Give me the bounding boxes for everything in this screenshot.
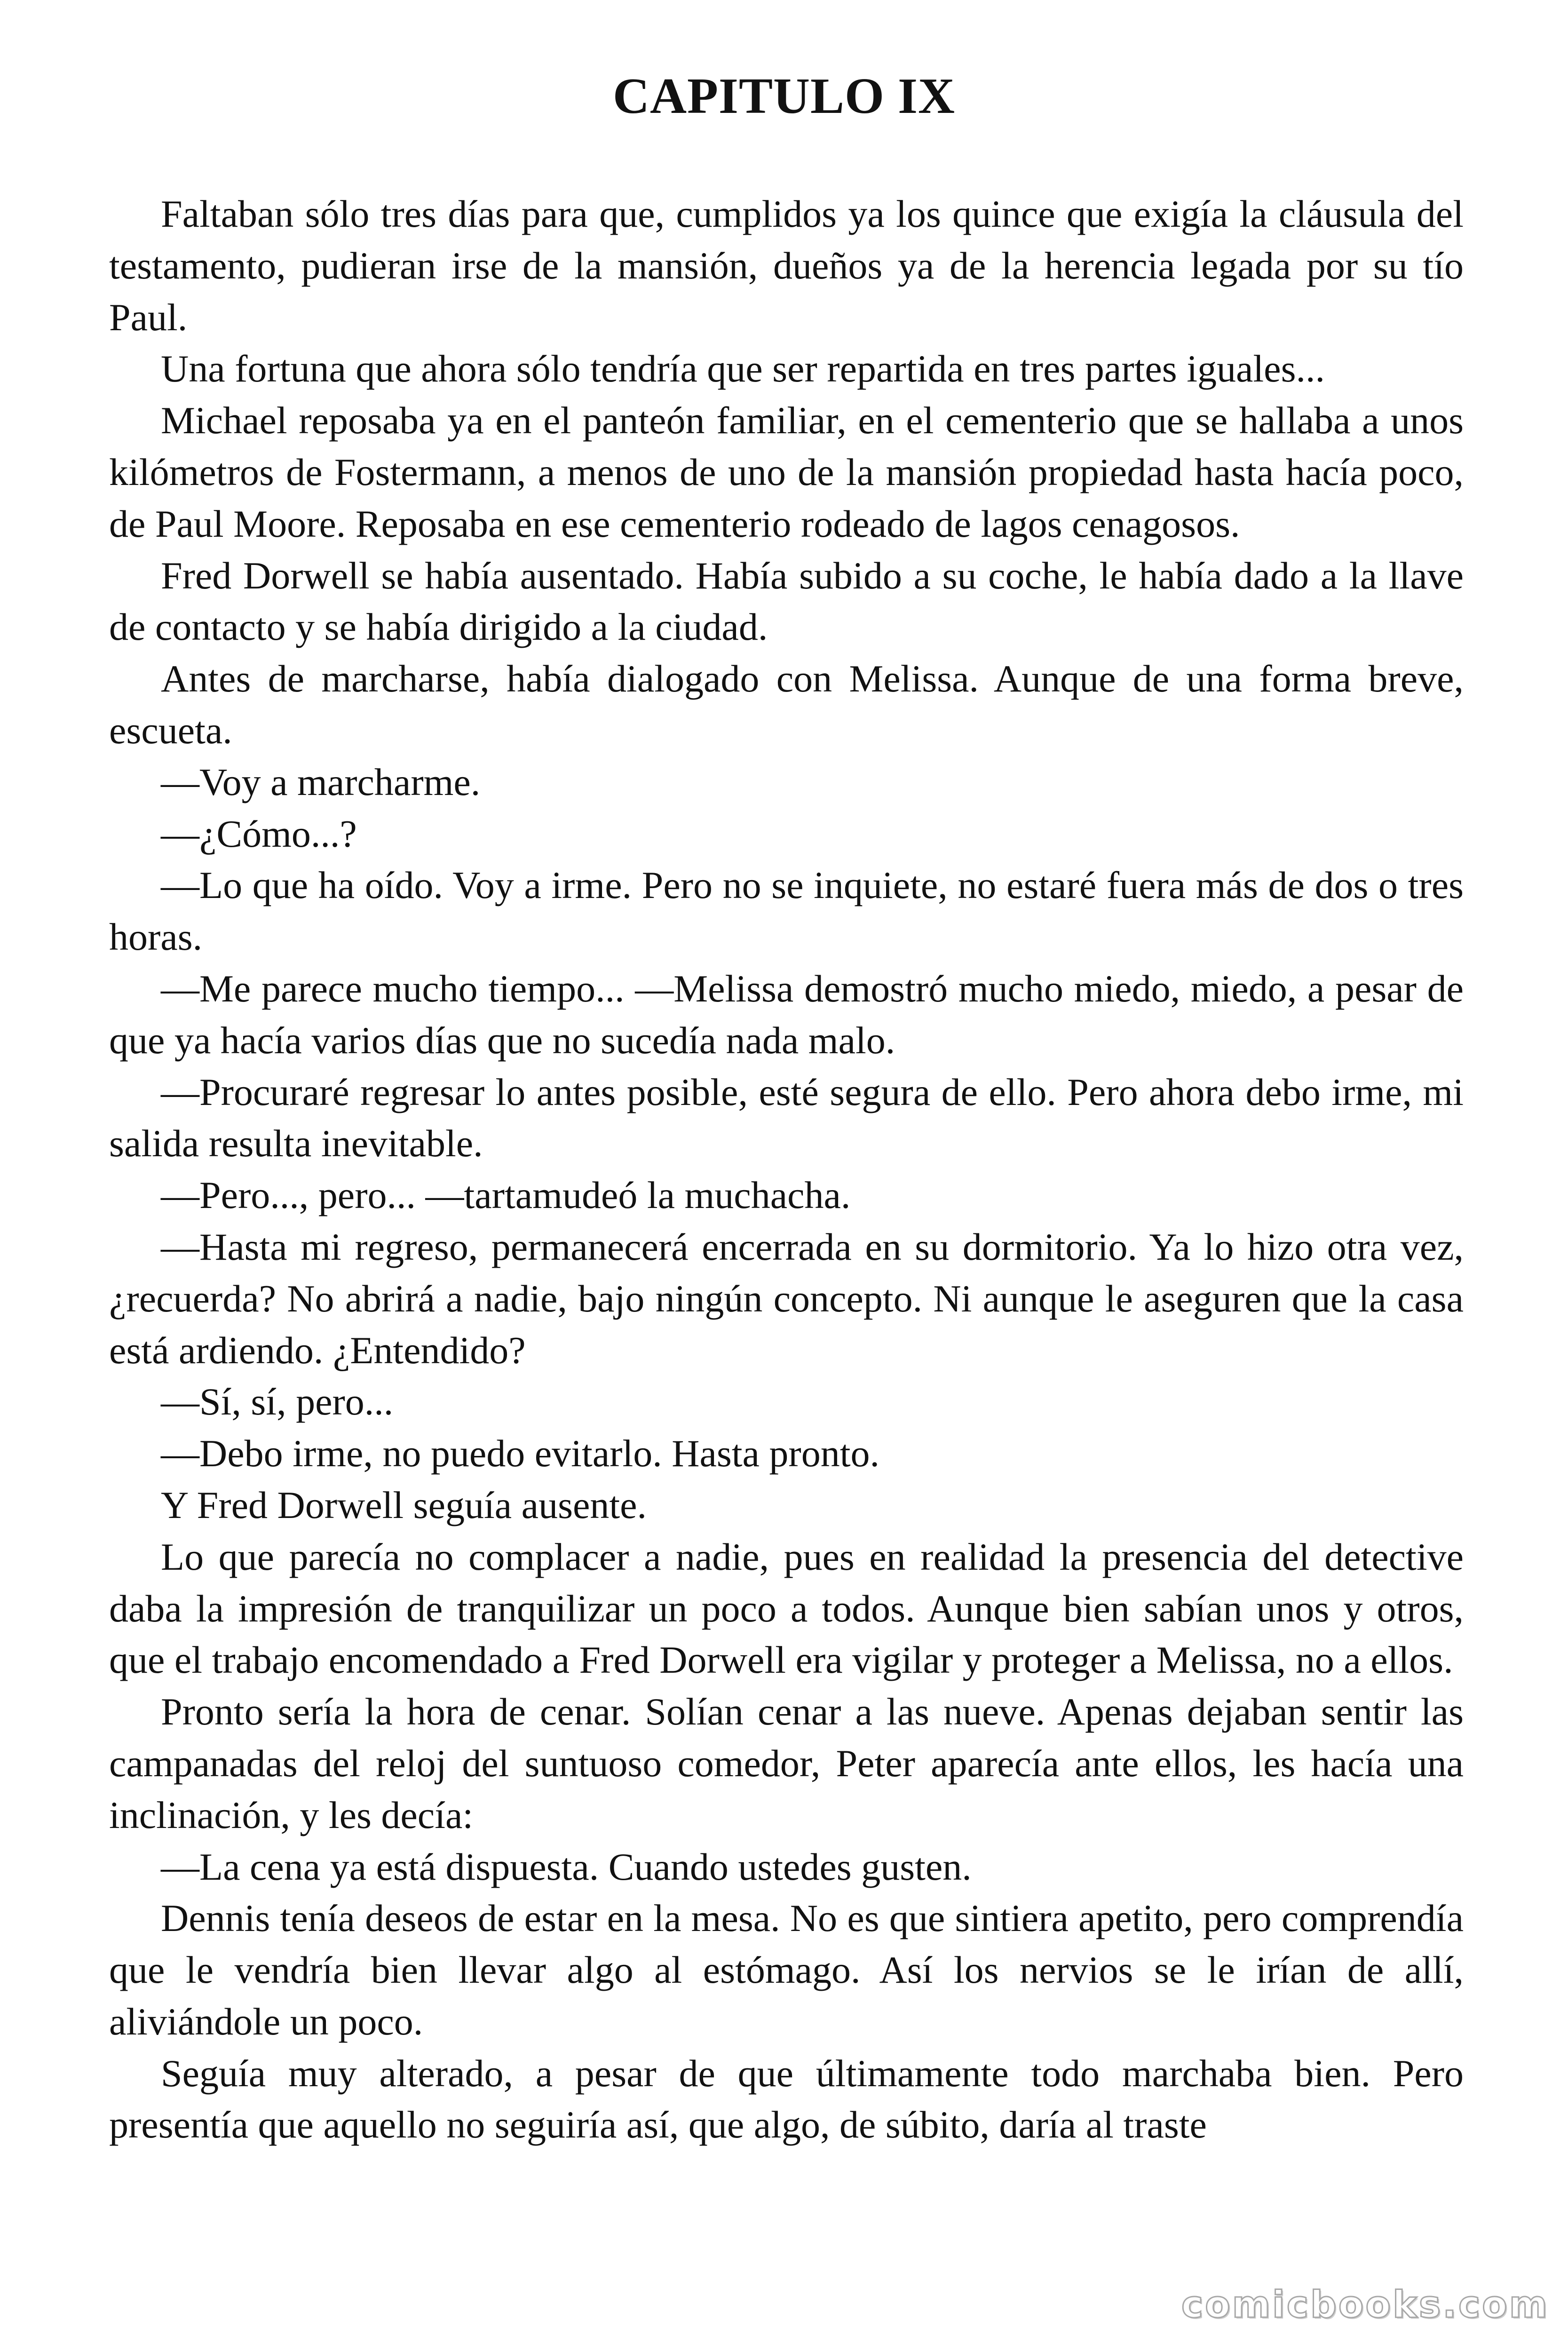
chapter-title: CAPITULO IX — [612, 68, 956, 124]
dialogue-line: —Sí, sí, pero... — [161, 1380, 394, 1423]
dialogue-line: —Pero..., pero... —tartamudeó la muchacha. — [161, 1174, 851, 1217]
dialogue-line: —Hasta mi regreso, permanecerá encerrada en su dormitorio. Ya lo hizo otra vez, ¿recuerda? No abrirá a nadie, bajo ningún concepto. Ni aunque le aseguren que la casa está ardiendo. ¿Entendido? — [109, 1225, 1464, 1372]
chapter-body — [109, 188, 1464, 2151]
watermark: comicbooks.com — [1181, 2284, 1549, 2326]
paragraph: Michael reposaba ya en el panteón familiar, en el cementerio que se hallaba a unos kilómetros de Fostermann, a menos de uno de la mansión propiedad hasta hacía poco, de Paul Moore. Reposaba en ese cementerio rodeado de lagos cenagosos. — [109, 399, 1464, 545]
paragraph: Seguía muy alterado, a pesar de que últimamente todo marchaba bien. Pero presentía que aquello no seguiría así, que algo, de súbito, daría al traste — [109, 2051, 1464, 2146]
dialogue-line: —La cena ya está dispuesta. Cuando ustedes gusten. — [161, 1845, 972, 1888]
paragraph: Antes de marcharse, había dialogado con Melissa. Aunque de una forma breve, escueta. — [109, 657, 1464, 752]
dialogue-line: —Debo irme, no puedo evitarlo. Hasta pronto. — [161, 1432, 880, 1475]
paragraph: Pronto sería la hora de cenar. Solían cenar a las nueve. Apenas dejaban sentir las campanadas del reloj del suntuoso comedor, Peter aparecía ante ellos, les hacía una inclinación, y les decía: — [109, 1690, 1464, 1836]
dialogue-line: —Procuraré regresar lo antes posible, esté segura de ello. Pero ahora debo irme, mi salida resulta inevitable. — [109, 1070, 1464, 1165]
dialogue-line: —Lo que ha oído. Voy a irme. Pero no se inquiete, no estaré fuera más de dos o tres horas. — [109, 864, 1464, 959]
paragraph: Lo que parecía no complacer a nadie, pues en realidad la presencia del detective daba la impresión de tranquilizar un poco a todos. Aunque bien sabían unos y otros, que el trabajo encomendado a Fred Dorwell era vigilar y proteger a Melissa, no a ellos. — [109, 1535, 1464, 1682]
dialogue-line: —Voy a marcharme. — [161, 760, 481, 803]
paragraph: Dennis tenía deseos de estar en la mesa. No es que sintiera apetito, pero comprendía que le vendría bien llevar algo al estómago. Así los nervios se le irían de allí, aliviándole un poco. — [109, 1897, 1464, 2043]
paragraph: Fred Dorwell se había ausentado. Había subido a su coche, le había dado a la llave de contacto y se había dirigido a la ciudad. — [109, 554, 1464, 649]
dialogue-line: —¿Cómo...? — [161, 812, 357, 855]
paragraph: Y Fred Dorwell seguía ausente. — [161, 1483, 647, 1526]
paragraph: Una fortuna que ahora sólo tendría que ser repartida en tres partes iguales... — [161, 347, 1325, 390]
paragraph: Faltaban sólo tres días para que, cumplidos ya los quince que exigía la cláusula del testamento, pudieran irse de la mansión, dueños ya de la herencia legada por su tío Paul. — [109, 192, 1464, 339]
dialogue-line: —Me parece mucho tiempo... —Melissa demostró mucho miedo, miedo, a pesar de que ya hacía varios días que no sucedía nada malo. — [109, 967, 1464, 1062]
